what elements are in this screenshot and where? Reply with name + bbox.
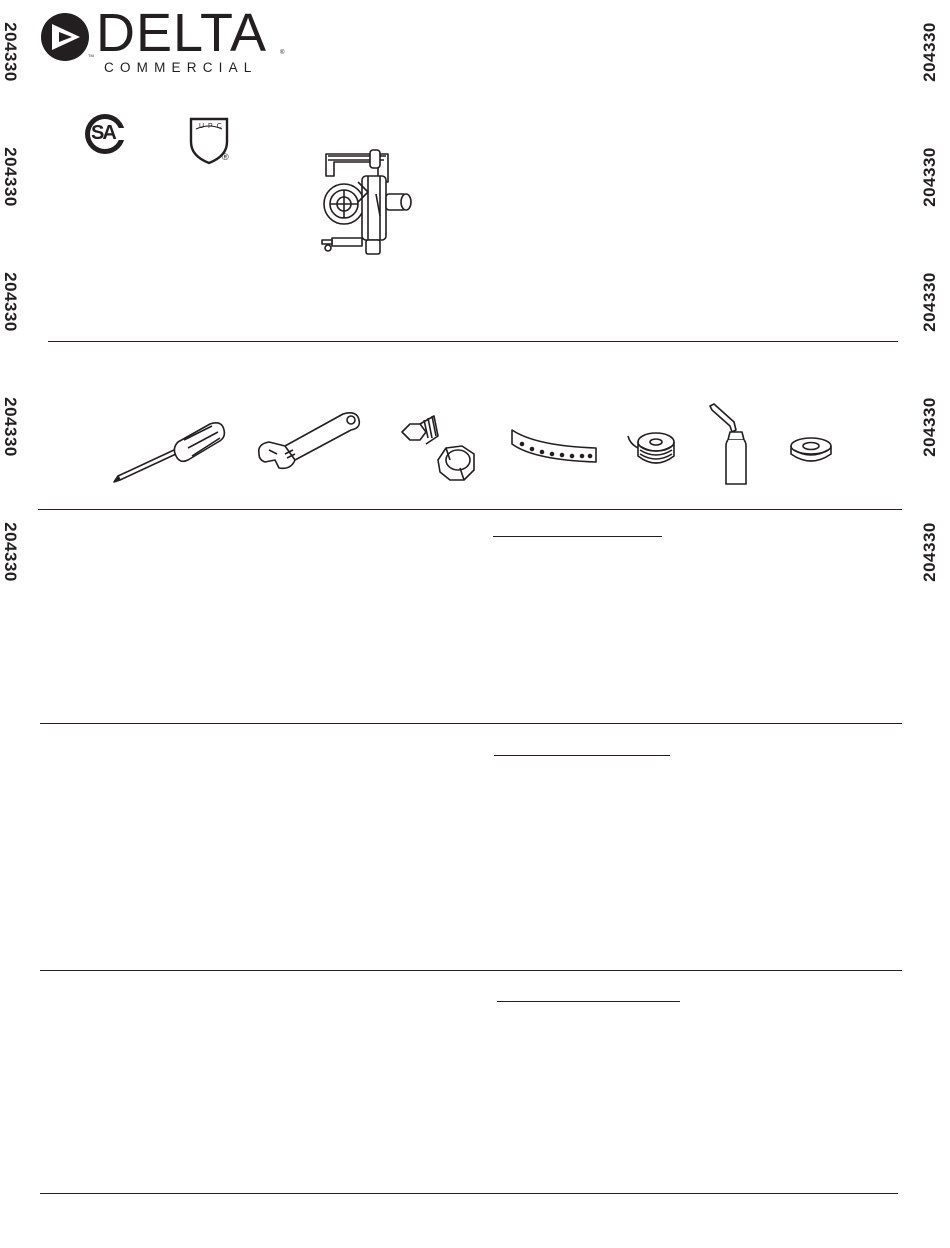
upc-label: UPC: [199, 123, 226, 130]
side-model-code-left-4: 204330: [1, 397, 20, 457]
side-model-code-right-5: 204330: [920, 522, 939, 582]
section-divider-2: [38, 509, 902, 510]
delta-logo-icon: [40, 12, 90, 62]
pipe-strap: [508, 424, 600, 468]
delta-commercial-logo: [40, 3, 290, 80]
side-model-code-left-3: 204330: [1, 272, 20, 332]
pipe-strap-icon: [508, 424, 600, 468]
side-model-code-left-1: 204330: [1, 22, 20, 82]
adjustable-wrench-icon: [255, 410, 363, 472]
side-model-code-right-4: 204330: [920, 397, 939, 457]
section-divider-4: [40, 970, 902, 971]
adjustable-wrench: [255, 410, 363, 472]
csa-label: SA: [91, 122, 115, 144]
side-model-code-right-2: 204330: [920, 147, 939, 207]
logo-sub-brand: COMMERCIAL: [104, 60, 258, 75]
section-divider-3: [40, 723, 902, 724]
screwdriver: [112, 420, 228, 486]
valve-body-illustration: [318, 146, 418, 258]
side-model-code-left-5: 204330: [1, 522, 20, 582]
side-model-code-left-2: 204330: [1, 147, 20, 207]
section-heading-underline-1: [493, 536, 662, 537]
propane-torch: [706, 402, 752, 488]
csa-certification-mark: [84, 113, 126, 155]
plug-and-cap-icon: [398, 410, 482, 486]
side-model-code-right-1: 204330: [920, 22, 939, 82]
torch-icon: [706, 402, 752, 488]
solder-spool: [626, 428, 680, 470]
upc-certification-mark: [188, 116, 232, 166]
upc-registered-mark: ®: [222, 152, 229, 162]
plug-and-cap-fittings: [398, 410, 482, 486]
side-model-code-right-3: 204330: [920, 272, 939, 332]
logo-registered-mark: ®: [280, 50, 285, 56]
logo-brand-name: DELTA: [96, 3, 268, 63]
thread-tape-icon: [788, 436, 834, 466]
logo-trademark: TM: [88, 53, 94, 58]
solder-spool-icon: [626, 428, 680, 470]
section-heading-underline-2: [494, 755, 670, 756]
valve-body-illustration-icon: [318, 146, 418, 258]
thread-tape-roll: [788, 436, 834, 466]
screwdriver-icon: [112, 420, 228, 486]
section-heading-underline-3: [497, 1001, 680, 1002]
section-divider-5: [40, 1193, 898, 1194]
section-divider-1: [48, 341, 898, 342]
